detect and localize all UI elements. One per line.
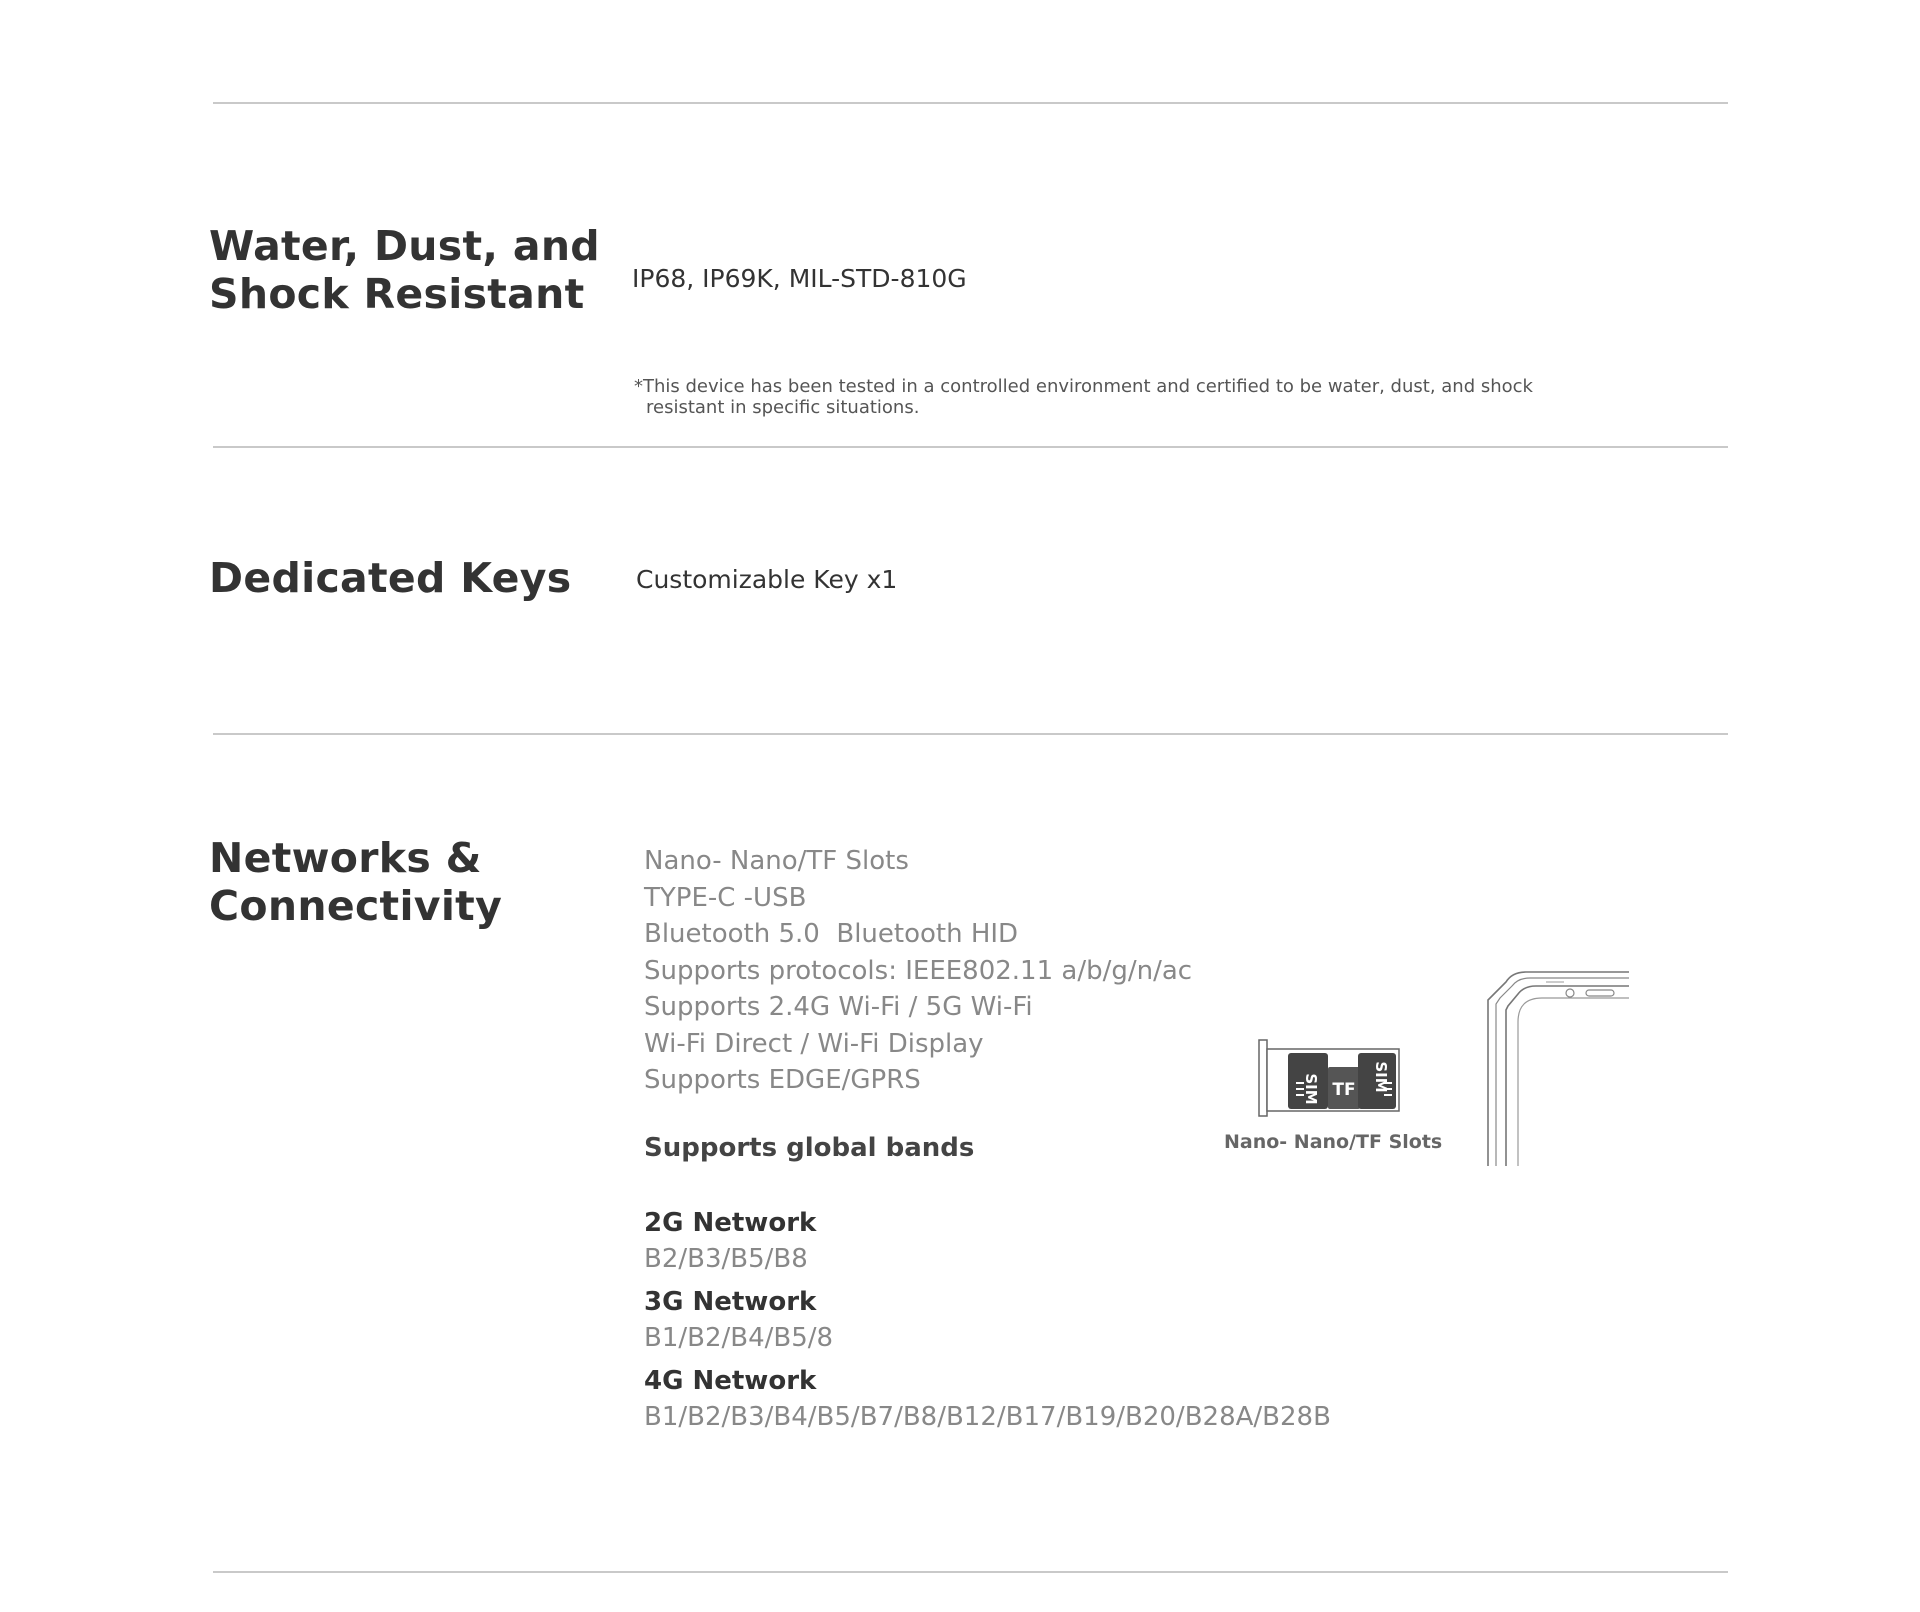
band-2g-name: 2G Network [644,1208,817,1238]
band-3g-name: 3G Network [644,1287,817,1317]
divider-keys-bottom [213,733,1728,735]
spec-item: TYPE-C -USB [644,882,807,913]
divider-water-bottom [213,446,1728,448]
spec-item: Supports protocols: IEEE802.11 a/b/g/n/ac [644,955,1193,986]
water-resistance-heading [209,222,600,318]
water-heading-line2: Shock Resistant [209,270,585,318]
spec-item: Wi-Fi Direct / Wi-Fi Display [644,1028,984,1059]
spec-item: Bluetooth 5.0 Bluetooth HID [644,919,1019,949]
networks-heading-line2: Connectivity [209,882,503,930]
networks-heading-line1: Networks & [209,834,482,882]
band-2g [644,1205,816,1277]
sim-label-2: SIM [1372,1061,1390,1093]
divider-top [213,102,1728,104]
spec-item: Supports EDGE/GPRS [644,1065,921,1095]
tf-label: TF [1332,1080,1356,1100]
note-line2: resistant in specific situations. [646,397,920,418]
divider-bottom [213,1571,1728,1573]
dedicated-keys-heading [209,554,571,602]
band-4g-values: B1/B2/B3/B4/B5/B7/B8/B12/B17/B19/B20/B28A/B28B [644,1402,1331,1432]
band-2g-values: B2/B3/B5/B8 [644,1244,808,1274]
water-resistance-note [634,376,1594,418]
networks-heading [209,834,502,930]
note-line1: *This device has been tested in a controlled environment and certified to be water, dust, and shock [634,376,1533,397]
band-4g-name: 4G Network [644,1366,817,1396]
sim-tray-icon [1258,1037,1400,1119]
spec-item: Nano- Nano/TF Slots [644,846,909,876]
band-4g [644,1363,1331,1435]
band-3g [644,1284,833,1356]
device-corner-icon [1484,970,1630,1166]
global-bands-title: Supports global bands [644,1133,975,1163]
water-heading-line1: Water, Dust, and [209,222,600,270]
band-3g-values: B1/B2/B4/B5/8 [644,1323,834,1353]
dedicated-keys-value: Customizable Key x1 [636,565,898,594]
sim-label-1: SIM [1302,1073,1320,1105]
water-resistance-value: IP68, IP69K, MIL-STD-810G [632,264,967,293]
network-spec-list [644,843,1192,1099]
sim-tray-caption: Nano- Nano/TF Slots [1224,1131,1443,1153]
keys-heading-text: Dedicated Keys [209,554,572,602]
spec-item: Supports 2.4G Wi-Fi / 5G Wi-Fi [644,992,1033,1022]
